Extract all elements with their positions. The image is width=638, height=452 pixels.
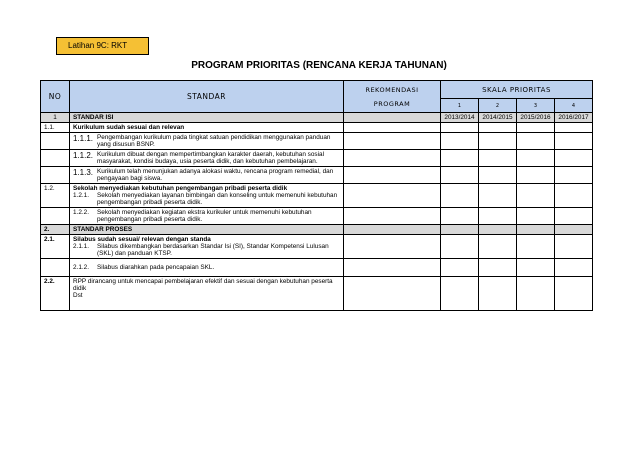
row-no: 2.2.: [41, 277, 70, 311]
empty-cell: [479, 133, 517, 150]
empty-cell: [344, 150, 441, 167]
empty-cell: [344, 208, 441, 225]
header-col-1: 1: [441, 99, 479, 113]
row-no: 1.1.: [41, 123, 70, 133]
empty-cell: [555, 235, 593, 259]
empty-cell: [41, 150, 70, 167]
row-text: [70, 277, 344, 311]
empty-cell: [41, 208, 70, 225]
row-desc: Silabus dikembangkan berdasarkan Standar Isi (SI), Standar Kompetensi Lulusan (SKL) dan panduan KTSP.: [97, 243, 329, 257]
section-row-isi: [41, 113, 593, 123]
row-no: 1.1.2.: [73, 151, 94, 160]
rekomendasi-cell: [344, 113, 441, 123]
row-text: [70, 259, 344, 277]
table-row: [41, 123, 593, 133]
empty-cell: [517, 277, 555, 311]
empty-cell: [517, 123, 555, 133]
header-row: [41, 81, 593, 99]
empty-cell: [479, 235, 517, 259]
page-title: PROGRAM PRIORITAS (RENCANA KERJA TAHUNAN): [191, 60, 447, 71]
empty-cell: [517, 184, 555, 208]
empty-cell: [479, 167, 517, 184]
empty-cell: [479, 225, 517, 235]
row-text: [70, 184, 344, 208]
year-1: 2013/2014: [441, 113, 479, 123]
empty-cell: [441, 259, 479, 277]
empty-cell: [517, 225, 555, 235]
row-desc: Silabus diarahkan pada pencapaian SKL.: [97, 264, 215, 271]
table-row: [41, 259, 593, 277]
row-heading: Silabus sudah sesuai/ relevan dengan standa: [73, 236, 211, 243]
empty-cell: [517, 208, 555, 225]
empty-cell: [517, 259, 555, 277]
row-desc: Kurikulum dibuat dengan mempertimbangkan karakter daerah, kebutuhan sosial masyarakat, kondisi budaya, usia peserta didik, dan kebutuhan pembelajaran.: [97, 151, 325, 165]
empty-cell: [555, 184, 593, 208]
empty-cell: [41, 259, 70, 277]
empty-cell: [344, 277, 441, 311]
empty-cell: [441, 184, 479, 208]
row-text: [70, 133, 344, 150]
empty-cell: [555, 167, 593, 184]
empty-cell: [344, 167, 441, 184]
empty-cell: [344, 235, 441, 259]
section-title: STANDAR ISI: [70, 113, 344, 123]
empty-cell: [479, 277, 517, 311]
priority-table: [40, 80, 593, 311]
empty-cell: [517, 150, 555, 167]
empty-cell: [555, 150, 593, 167]
empty-cell: [479, 259, 517, 277]
empty-cell: [441, 277, 479, 311]
empty-cell: [479, 123, 517, 133]
row-desc: Sekolah menyediakan layanan bimbingan dan konseling untuk memenuhi kebutuhan pengembangan pribadi peserta didik.: [97, 192, 338, 206]
header-standar: STANDAR: [70, 81, 344, 113]
section-no: 2.: [41, 225, 70, 235]
row-desc: RPP dirancang untuk mencapai pembelajaran efektif dan sesuai dengan kebutuhan peserta didik: [73, 278, 333, 292]
row-desc: Pengembangan kurikulum pada tingkat satuan pendidikan menggunakan panduan yang disusun BSNP.: [97, 134, 331, 148]
empty-cell: [555, 225, 593, 235]
empty-cell: [517, 167, 555, 184]
empty-cell: [555, 277, 593, 311]
header-rekomendasi-line2: PROGRAM: [373, 99, 411, 108]
row-text: Kurikulum sudah sesuai dan relevan: [70, 123, 344, 133]
empty-cell: [441, 133, 479, 150]
header-col-4: 4: [555, 99, 593, 113]
empty-cell: [441, 150, 479, 167]
row-no: 2.1.: [41, 235, 70, 259]
empty-cell: [441, 208, 479, 225]
empty-cell: [344, 184, 441, 208]
row-no: 1.2.1.: [73, 192, 89, 199]
row-no: 1.1.3.: [73, 168, 94, 177]
row-no: 2.1.2.: [73, 264, 89, 271]
row-text: [70, 208, 344, 225]
row-no: 1.2.2.: [73, 209, 89, 216]
empty-cell: [555, 123, 593, 133]
row-no: 1.1.1.: [73, 134, 94, 143]
row-extra: Dst: [73, 292, 83, 299]
row-text: [70, 235, 344, 259]
empty-cell: [441, 123, 479, 133]
empty-cell: [479, 150, 517, 167]
table-row: [41, 184, 593, 208]
empty-cell: [479, 184, 517, 208]
table-row: [41, 235, 593, 259]
section-no: 1: [41, 113, 70, 123]
empty-cell: [555, 259, 593, 277]
empty-cell: [479, 208, 517, 225]
section-row-proses: [41, 225, 593, 235]
empty-cell: [517, 235, 555, 259]
empty-cell: [344, 259, 441, 277]
empty-cell: [441, 225, 479, 235]
table-row: [41, 167, 593, 184]
empty-cell: [41, 133, 70, 150]
year-2: 2014/2015: [479, 113, 517, 123]
empty-cell: [517, 133, 555, 150]
header-no: NO: [41, 81, 70, 113]
row-no: 1.2.: [41, 184, 70, 208]
empty-cell: [41, 167, 70, 184]
empty-cell: [441, 235, 479, 259]
table-row: [41, 150, 593, 167]
table-row: [41, 208, 593, 225]
table-row: [41, 133, 593, 150]
year-3: 2015/2016: [517, 113, 555, 123]
row-text: [70, 167, 344, 184]
row-heading: Sekolah menyediakan kebutuhan pengembangan pribadi peserta didik: [73, 185, 288, 192]
table-row: [41, 277, 593, 311]
header-skala: SKALA PRIORITAS: [441, 81, 593, 99]
empty-cell: [344, 123, 441, 133]
empty-cell: [555, 208, 593, 225]
empty-cell: [441, 167, 479, 184]
row-no: 2.1.1.: [73, 243, 89, 250]
year-4: 2016/2017: [555, 113, 593, 123]
header-rekomendasi: [344, 81, 441, 113]
row-desc: Kurikulum telah menunjukan adanya alokasi waktu, rencana program remedial, dan pengayaan bagi siswa.: [97, 168, 334, 182]
header-col-3: 3: [517, 99, 555, 113]
empty-cell: [555, 133, 593, 150]
exercise-tag: Latihan 9C: RKT: [56, 37, 149, 55]
section-title: STANDAR PROSES: [70, 225, 344, 235]
empty-cell: [344, 225, 441, 235]
empty-cell: [344, 133, 441, 150]
header-col-2: 2: [479, 99, 517, 113]
header-rekomendasi-line1: REKOMENDASI: [365, 85, 419, 94]
row-desc: Sekolah menyediakan kegiatan ekstra kurikuler untuk memenuhi kebutuhan pengembangan pribadi peserta didik.: [97, 209, 312, 223]
row-text: [70, 150, 344, 167]
